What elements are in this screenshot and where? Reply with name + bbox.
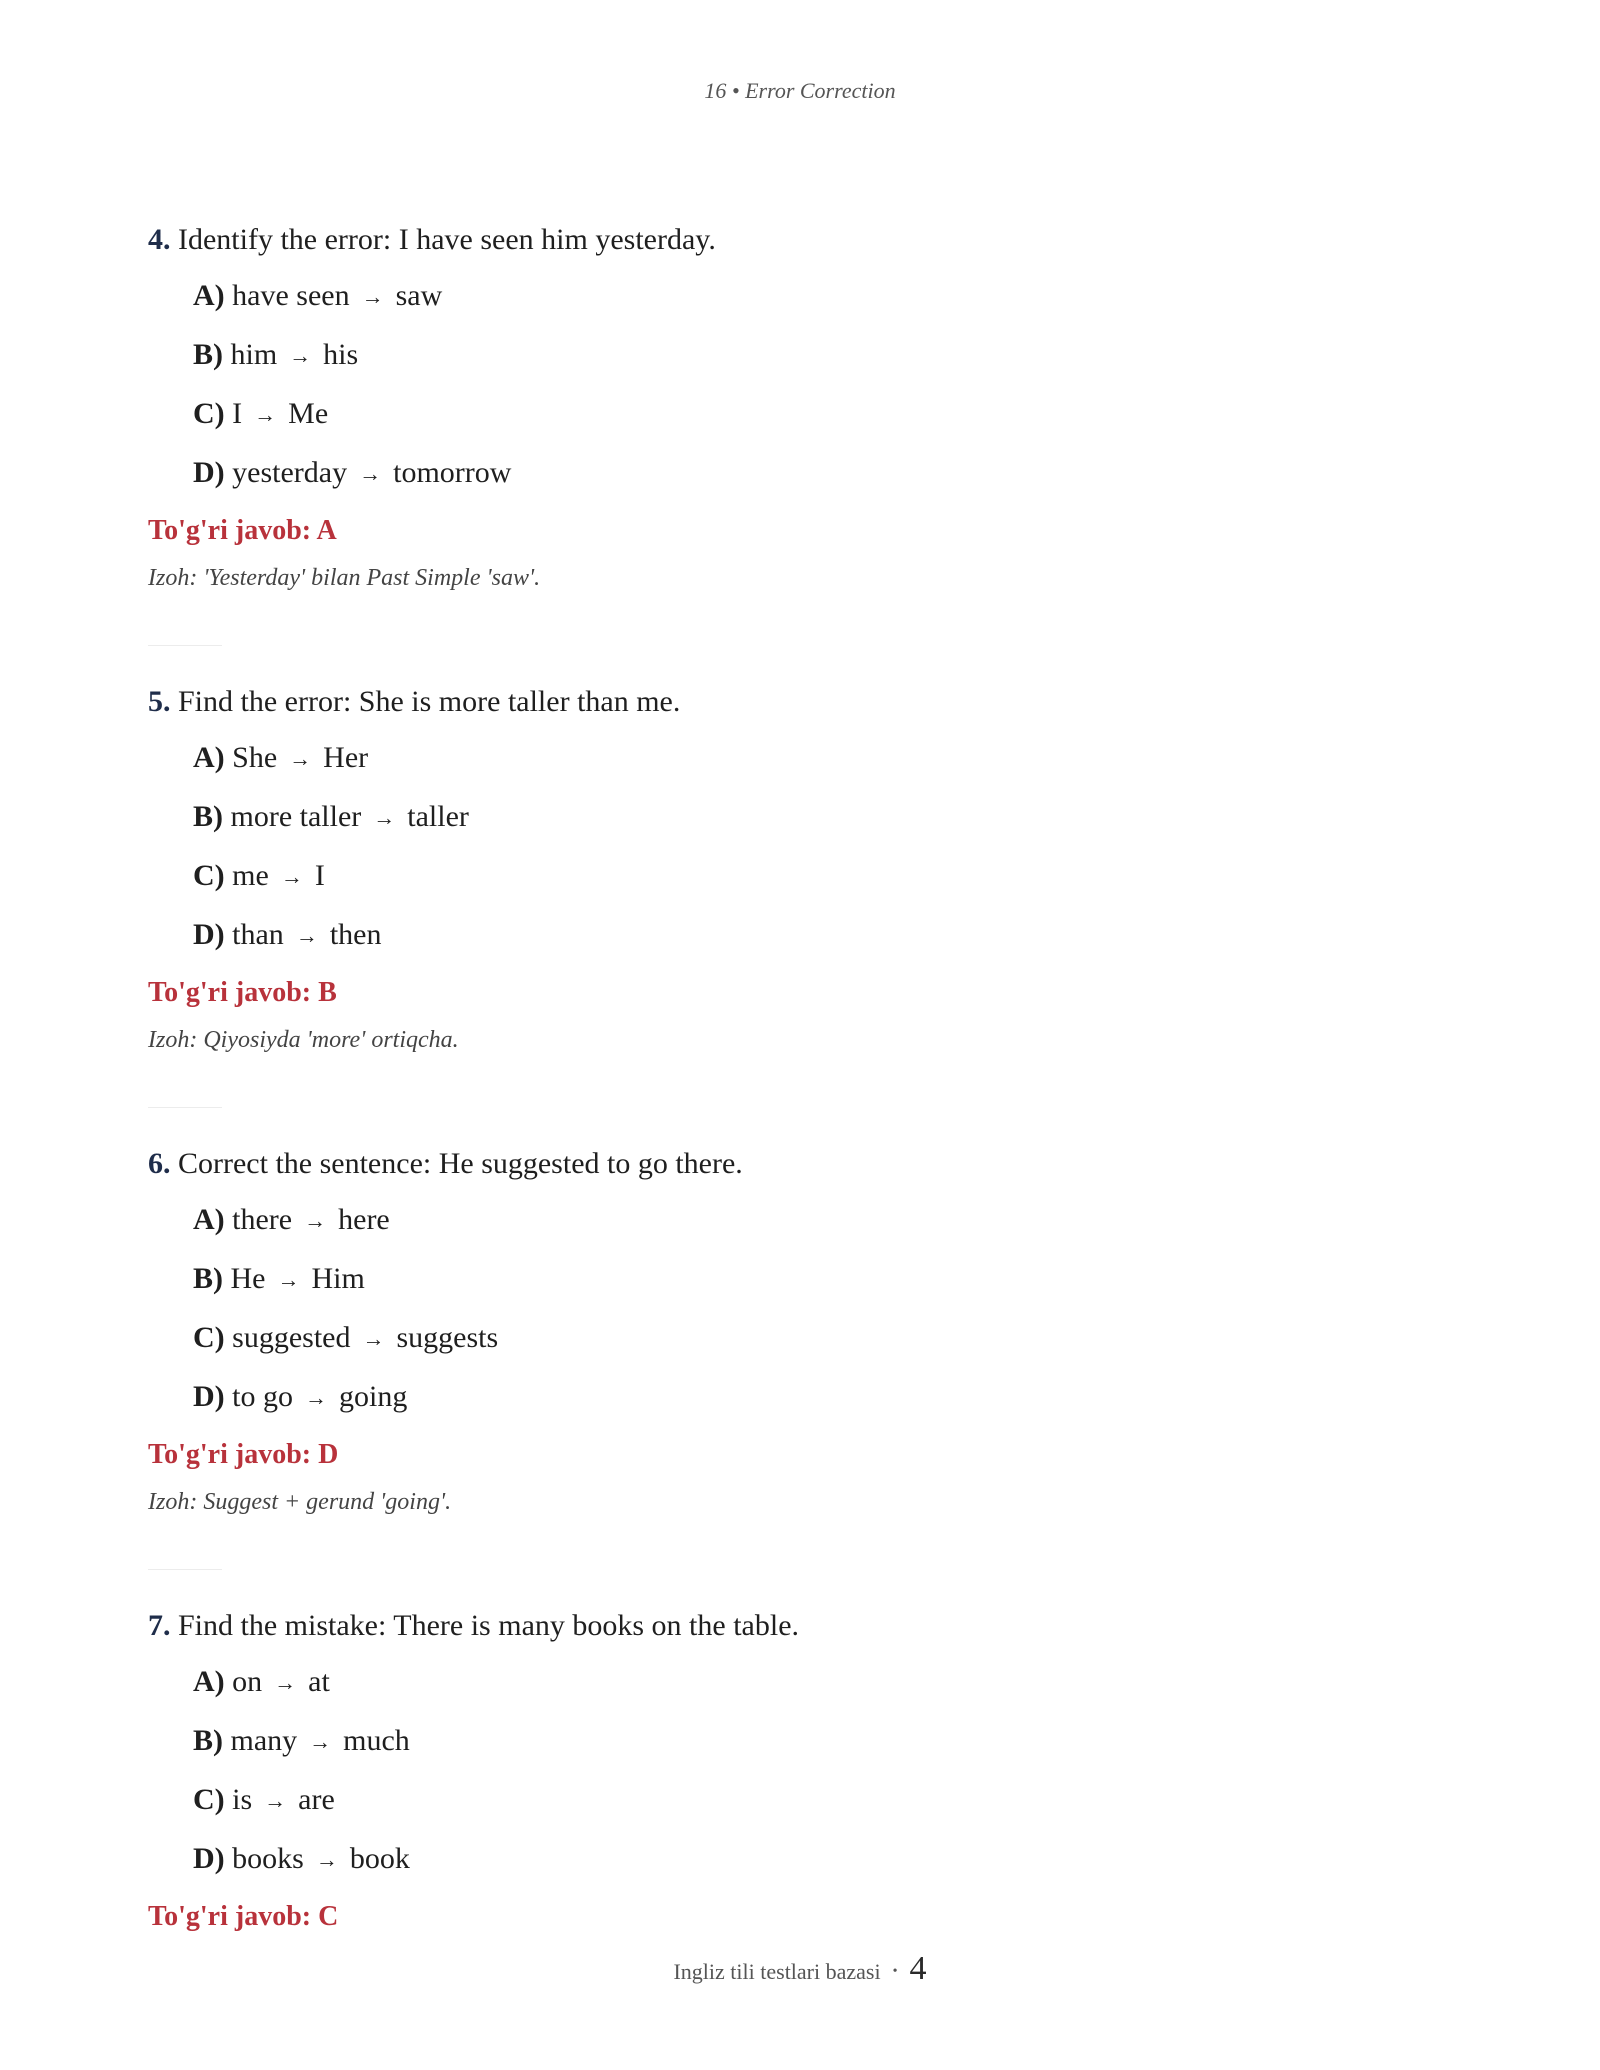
- arrow-icon: →: [373, 805, 396, 830]
- option-from: there: [232, 1203, 293, 1236]
- option-c: [193, 1318, 1448, 1360]
- option-letter: B): [193, 338, 223, 371]
- option-letter: C): [193, 397, 225, 430]
- separator-line: [148, 1569, 222, 1570]
- footer-book-title: Ingliz tili testlari bazasi: [673, 1959, 881, 1984]
- option-b: [193, 1259, 1448, 1301]
- option-to: I: [314, 859, 325, 892]
- option-letter: D): [193, 1380, 225, 1413]
- arrow-icon: →: [315, 1847, 338, 1872]
- option-to: saw: [395, 279, 443, 312]
- question-block: [148, 682, 1448, 1144]
- option-from: him: [230, 338, 278, 371]
- option-d: [193, 1839, 1448, 1881]
- question-number: 6.: [148, 1147, 171, 1180]
- option-from: on: [232, 1665, 263, 1698]
- option-to: suggests: [396, 1321, 499, 1354]
- option-letter: D): [193, 456, 225, 489]
- explanation-note: Izoh: 'Yesterday' bilan Past Simple 'saw'.: [148, 565, 541, 591]
- option-from: more taller: [230, 800, 362, 833]
- option-c: [193, 856, 1448, 898]
- option-from: me: [232, 859, 269, 892]
- arrow-icon: →: [361, 284, 384, 309]
- arrow-icon: →: [254, 402, 277, 427]
- question-line: [148, 220, 1448, 260]
- option-from: suggested: [232, 1321, 351, 1354]
- option-to: Her: [323, 741, 369, 774]
- page-number: 4: [909, 1950, 927, 1987]
- question-text: Identify the error: I have seen him yesterday.: [178, 223, 716, 256]
- page-footer: [0, 1950, 1600, 1988]
- correct-answer: To'g'ri javob: B: [148, 977, 337, 1008]
- option-to: Him: [311, 1262, 365, 1295]
- arrow-icon: →: [295, 923, 318, 948]
- option-to: tomorrow: [393, 456, 512, 489]
- questions-content: [148, 220, 1448, 1948]
- option-a: [193, 276, 1448, 318]
- option-to: here: [338, 1203, 390, 1236]
- question-text: Correct the sentence: He suggested to go there.: [178, 1147, 743, 1180]
- question-line: [148, 1606, 1448, 1646]
- option-to: Me: [288, 397, 329, 430]
- explanation-note: Izoh: Qiyosiyda 'more' ortiqcha.: [148, 1027, 459, 1053]
- option-letter: D): [193, 918, 225, 951]
- option-a: [193, 1662, 1448, 1704]
- option-from: He: [230, 1262, 266, 1295]
- option-to: going: [339, 1380, 408, 1413]
- option-letter: A): [193, 1665, 225, 1698]
- arrow-icon: →: [289, 746, 312, 771]
- question-block: [148, 220, 1448, 682]
- options-list: [148, 738, 1448, 957]
- option-to: then: [329, 918, 382, 951]
- arrow-icon: →: [305, 1385, 327, 1410]
- correct-answer: To'g'ri javob: D: [148, 1439, 339, 1470]
- option-to: his: [323, 338, 359, 371]
- option-letter: B): [193, 800, 223, 833]
- arrow-icon: →: [304, 1208, 327, 1233]
- footer-bullet: •: [892, 1964, 898, 1979]
- option-letter: A): [193, 279, 225, 312]
- option-to: at: [308, 1665, 330, 1698]
- option-letter: A): [193, 1203, 225, 1236]
- option-letter: B): [193, 1724, 223, 1757]
- option-from: yesterday: [232, 456, 348, 489]
- option-from: is: [232, 1783, 253, 1816]
- question-number: 5.: [148, 685, 171, 718]
- option-from: She: [232, 741, 278, 774]
- question-block: [148, 1144, 1448, 1606]
- question-number: 4.: [148, 223, 171, 256]
- separator-line: [148, 645, 222, 646]
- arrow-icon: →: [309, 1729, 332, 1754]
- separator-line: [148, 1107, 222, 1108]
- question-number: 7.: [148, 1609, 171, 1642]
- option-to: much: [343, 1724, 410, 1757]
- explanation-note: Izoh: Suggest + gerund 'going'.: [148, 1489, 452, 1515]
- arrow-icon: →: [264, 1788, 287, 1813]
- option-to: taller: [407, 800, 469, 833]
- options-list: [148, 1662, 1448, 1881]
- option-letter: C): [193, 859, 225, 892]
- option-d: [193, 915, 1448, 957]
- question-line: [148, 682, 1448, 722]
- arrow-icon: →: [362, 1326, 385, 1351]
- option-to: are: [298, 1783, 335, 1816]
- option-d: [193, 453, 1448, 495]
- option-from: many: [230, 1724, 298, 1757]
- option-letter: C): [193, 1321, 225, 1354]
- option-b: [193, 797, 1448, 839]
- arrow-icon: →: [277, 1267, 300, 1292]
- option-letter: D): [193, 1842, 225, 1875]
- option-letter: B): [193, 1262, 223, 1295]
- question-text: Find the mistake: There is many books on the table.: [178, 1609, 800, 1642]
- option-to: book: [349, 1842, 410, 1875]
- option-b: [193, 335, 1448, 377]
- option-letter: A): [193, 741, 225, 774]
- option-from: to go: [232, 1380, 293, 1413]
- option-from: have seen: [232, 279, 350, 312]
- option-from: books: [232, 1842, 304, 1875]
- option-from: I: [232, 397, 243, 430]
- option-c: [193, 1780, 1448, 1822]
- arrow-icon: →: [289, 343, 312, 368]
- option-from: than: [232, 918, 284, 951]
- option-c: [193, 394, 1448, 436]
- option-letter: C): [193, 1783, 225, 1816]
- options-list: [148, 276, 1448, 495]
- option-d: [193, 1377, 1448, 1419]
- arrow-icon: →: [359, 461, 382, 486]
- arrow-icon: →: [280, 864, 303, 889]
- question-block: [148, 1606, 1448, 1936]
- correct-answer: To'g'ri javob: C: [148, 1901, 339, 1932]
- arrow-icon: →: [274, 1670, 297, 1695]
- options-list: [148, 1200, 1448, 1419]
- option-a: [193, 738, 1448, 780]
- question-line: [148, 1144, 1448, 1184]
- correct-answer: To'g'ri javob: A: [148, 515, 337, 546]
- option-b: [193, 1721, 1448, 1763]
- running-header: 16 • Error Correction: [704, 78, 896, 103]
- question-text: Find the error: She is more taller than me.: [178, 685, 681, 718]
- option-a: [193, 1200, 1448, 1242]
